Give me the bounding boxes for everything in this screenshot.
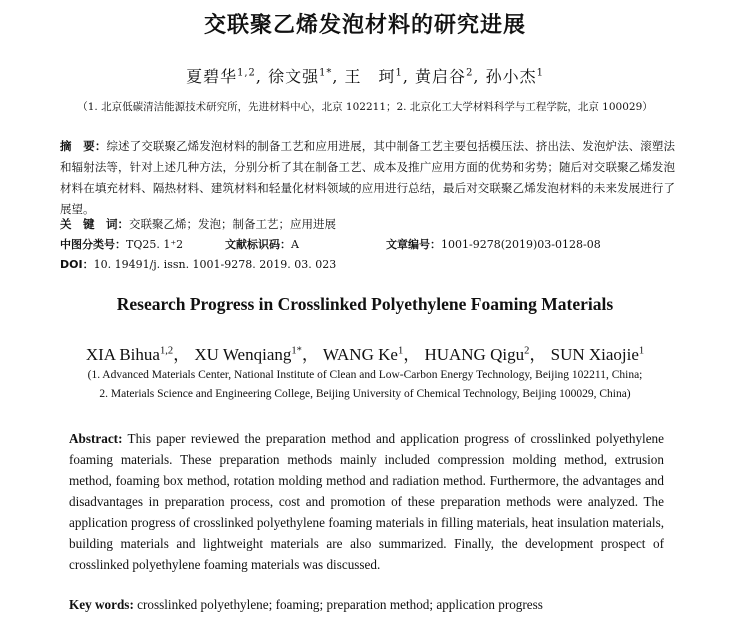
english-affiliation-line-1: (1. Advanced Materials Center, National Institute of Clean and Low-Carbon Energy Technology, Beijing 102211, China;	[87, 369, 643, 381]
chinese-author-list	[0, 64, 730, 87]
chinese-abstract-label: 摘 要：	[60, 139, 107, 153]
author: HUANG Qigu$^2$，	[424, 345, 547, 364]
english-keywords-text: crosslinked polyethylene; foaming; preparation method; application progress	[137, 597, 543, 612]
clc-number: 中图分类号：TQ25. 1⁺2	[60, 238, 184, 251]
chinese-title: 交联聚乙烯发泡材料的研究进展	[203, 13, 526, 38]
chinese-keywords-label: 关 键 词：	[60, 217, 129, 231]
chinese-keywords	[60, 216, 336, 232]
english-abstract-label: Abstract:	[69, 431, 123, 446]
english-author-list	[0, 340, 730, 365]
doi-value: 10. 19491/j. issn. 1001-9278. 2019. 03. 023	[93, 258, 337, 271]
author: SUN Xiaojie$^1$	[550, 345, 645, 364]
chinese-affiliation: （1. 北京低碳清洁能源技术研究所，先进材料中心，北京 102211；2. 北京化工大学材料科学与工程学院，北京 100029）	[77, 101, 653, 113]
author: 黄启谷$^2$,	[415, 67, 480, 86]
english-title: Research Progress in Crosslinked Polyethylene Foaming Materials	[116, 294, 614, 314]
doi-label: DOI：	[60, 258, 94, 271]
article-number: 文章编号：1001-9278(2019)03-0128-08	[386, 238, 601, 251]
english-abstract-text: This paper reviewed the preparation method and application progress of crosslinked polyethylene foaming materials. These preparation methods mainly included compression molding method, extrusion method, foaming box method, rotation molding method and radiation method. Furthermore, the advantages and disadvantages in preparation process, cost and promotion of these preparation methods were analyzed. The application progress of crosslinked polyethylene foaming materials in filling materials, heat insulation materials, building materials and lightweight materials are also summarized. Finally, the development prospect of crosslinked polyethylene foaming materials was discussed.	[69, 431, 665, 572]
english-keywords	[69, 597, 543, 613]
english-affiliation-line-2: 2. Materials Science and Engineering College, Beijing University of Chemical Technology, Beijing 100029, China)	[99, 388, 631, 400]
author: 徐文强$^{1*}$,	[268, 67, 339, 86]
document-code: 文献标识码：A	[225, 238, 299, 251]
english-abstract	[69, 428, 664, 575]
chinese-abstract	[60, 136, 675, 220]
author: WANG Ke$^1$，	[322, 345, 421, 364]
chinese-keywords-text: 交联聚乙烯；发泡；制备工艺；应用进展	[129, 217, 336, 231]
author: 夏碧华$^{1,2}$,	[186, 67, 262, 86]
author: 王 珂$^1$,	[344, 67, 409, 86]
english-keywords-label: Key words:	[69, 597, 134, 612]
author: XIA Bihua$^{1,2}$，	[85, 345, 191, 364]
author: XU Wenqiang$^{1*}$，	[194, 345, 319, 364]
doi-line	[60, 256, 336, 272]
chinese-abstract-text: 综述了交联聚乙烯发泡材料的制备工艺和应用进展，其中制备工艺主要包括模压法、挤出法、发泡炉法、滚塑法和辐射法等，针对上述几种方法，分别分析了其在制备工艺、成本及推广应用方面的优势和劣势；随后对交联聚乙烯发泡材料在填充材料、隔热材料、建筑材料和轻量化材料领域的应用进行总结，最后对交联聚乙烯发泡材料的未来发展进行了展望。	[60, 139, 676, 216]
author: 孙小杰$^1$	[485, 67, 544, 86]
